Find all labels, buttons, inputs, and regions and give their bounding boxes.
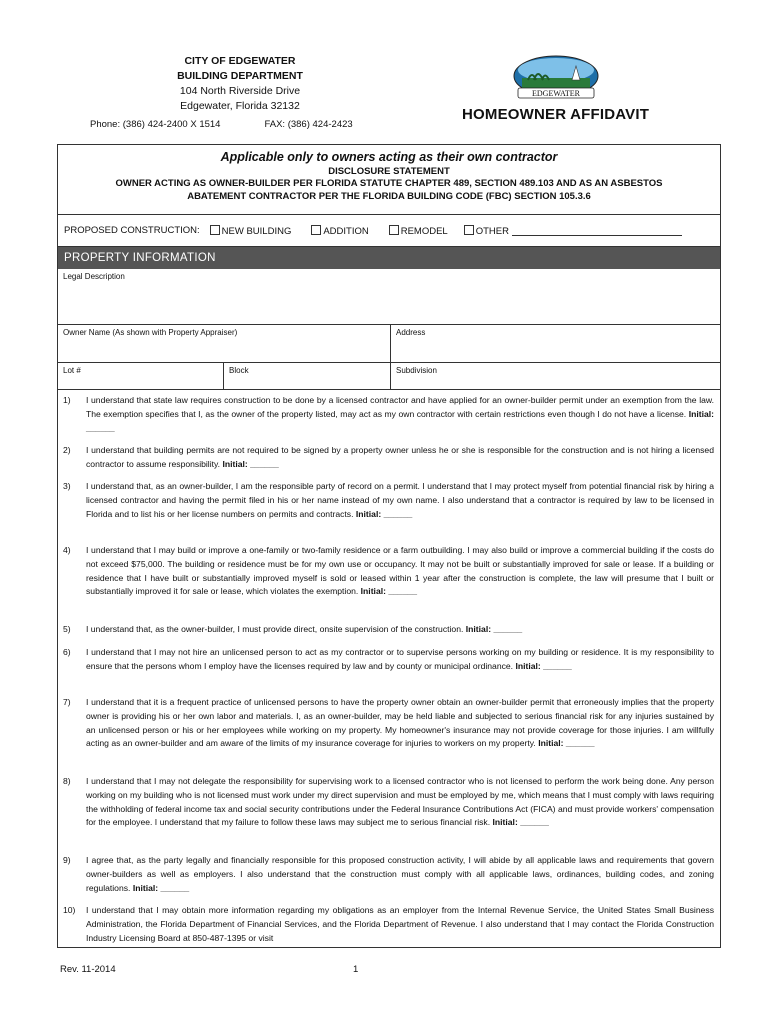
statement-text: I understand that I may build or improve a one-family or two-family residence or a farm outbuilding. I may also build or improve a commercial building if the costs do not exceed $75,000. The building or residence must be for my own use or occupancy. It may not be built or substantially improved for sale or lease. If a building or residence that I have built or substantially improved myself is sold or leased within 1 year after the construction is complete, the law will presume that I built or substantially improved it for sale or lease, which violates the exemption. <box>86 545 714 597</box>
disclosure-header <box>58 145 720 215</box>
statement-text: I understand that, as an owner-builder, I am the responsible party of record on a permit. I understand that I may protect myself from potential financial risk by hiring a licensed contractor and having the permit filed in his or her name instead of my own name. I also understand that a contractor is required by law to be licensed in Florida and to list his or her license numbers on permits and contracts. <box>86 481 714 519</box>
block-field[interactable] <box>224 363 391 389</box>
statement-3 <box>58 480 720 521</box>
property-information-heading: PROPERTY INFORMATION <box>58 247 720 269</box>
contact-row <box>90 119 390 130</box>
statement-number: 7) <box>63 697 71 707</box>
disclosure-title: DISCLOSURE STATEMENT <box>328 166 450 177</box>
city-name: CITY OF EDGEWATER <box>184 55 296 67</box>
initial-field[interactable]: Initial: ______ <box>492 817 549 828</box>
initial-field[interactable]: Initial: ______ <box>515 660 572 671</box>
initial-field[interactable]: Initial: ______ <box>132 882 190 893</box>
edgewater-logo <box>508 54 604 104</box>
acknowledgement-statements <box>57 390 721 948</box>
statute-line-1: OWNER ACTING AS OWNER-BUILDER PER FLORIDA STATUTE CHAPTER 489, SECTION 489.103 AND AS AN ASBESTOS <box>115 178 663 189</box>
statement-2 <box>58 444 720 472</box>
other-checkbox[interactable] <box>464 225 474 235</box>
remodel-checkbox[interactable] <box>389 225 399 235</box>
address-label: Address <box>396 328 426 337</box>
lot-block-row <box>58 363 720 389</box>
owner-name-label: Owner Name (As shown with Property Appraiser) <box>63 328 238 337</box>
statement-4 <box>58 544 720 599</box>
logo-text: EDGEWATER <box>532 89 580 98</box>
statement-number: 6) <box>63 647 71 657</box>
other-label: OTHER <box>475 225 509 237</box>
statement-1 <box>58 394 720 435</box>
lot-label: Lot # <box>63 366 81 375</box>
phone-number: Phone: (386) 424-2400 X 1514 <box>90 119 221 130</box>
statement-text: I understand that I may not hire an unlicensed person to act as my contractor or to supervise persons working on my building or residence. It is my responsibility to ensure that the persons whom I employ have the licenses required by law and by county or municipal ordinance. <box>86 647 714 671</box>
initial-field[interactable]: Initial: ______ <box>86 408 714 433</box>
new-building-label: NEW BUILDING <box>221 225 292 237</box>
statement-number: 5) <box>63 624 71 634</box>
statement-10 <box>58 904 720 945</box>
statement-text: I understand that building permits are not required to be signed by a property owner unless he or she is responsible for the construction and is not hiring a licensed contractor to assume responsibility. <box>86 445 714 469</box>
revision-label: Rev. 11-2014 <box>60 964 116 975</box>
statement-number: 10) <box>63 905 76 915</box>
initial-field[interactable]: Initial: ______ <box>355 508 413 519</box>
statement-text: I understand that it is a frequent practice of unlicensed persons to have the property owner obtain an owner-builder permit that erroneously implies that the property owner is providing his or her own labor and materials. I, as an owner-builder, may be held liable and subjected to serious financial risk for any injuries sustained by an unlicensed person or his or her employees while working on my property. My homeowner's insurance may not provide coverage for those injuries. I am willfully acting as an owner-builder and am aware of the limits of my insurance coverage for injuries to workers on my property. <box>86 697 714 749</box>
address-line-1: 104 North Riverside Drive <box>179 85 301 97</box>
addition-checkbox[interactable] <box>311 225 321 235</box>
new-building-checkbox[interactable] <box>210 225 220 235</box>
block-label: Block <box>229 366 249 375</box>
statement-text: I understand that I may obtain more information regarding my obligations as an employer from the Internal Revenue Service, the United States Small Business Administration, the Florida Department of Financial Services, and the Florida Department of Revenue. I also understand that I may contact the Florida Construction Industry Licensing Board at 850-487-1395 or visit <box>86 905 714 943</box>
address-field[interactable] <box>391 325 720 362</box>
initial-field[interactable]: Initial: ______ <box>222 458 279 469</box>
proposed-construction-row <box>58 215 720 247</box>
remodel-label: REMODEL <box>400 225 448 237</box>
statement-number: 1) <box>63 395 71 405</box>
statement-9 <box>58 854 720 895</box>
statute-line-2: ABATEMENT CONTRACTOR PER THE FLORIDA BUILDING CODE (FBC) SECTION 105.3.6 <box>187 191 591 202</box>
owner-address-row <box>58 325 720 363</box>
address-line-2: Edgewater, Florida 32132 <box>180 100 300 112</box>
proposed-construction-label: PROPOSED CONSTRUCTION: <box>64 225 200 236</box>
addition-label: ADDITION <box>323 225 369 237</box>
property-form <box>57 144 721 390</box>
legal-description-field[interactable] <box>58 269 720 325</box>
statement-number: 9) <box>63 855 71 865</box>
document-title: HOMEOWNER AFFIDAVIT <box>462 106 650 123</box>
statement-text: I understand that state law requires construction to be done by a licensed contractor and have applied for an owner-builder permit under an exemption from the law. The exemption specifies that I, as the owner of the property listed, may act as my own contractor with certain restrictions even though I do not have a license. <box>86 395 714 419</box>
statement-7 <box>58 696 720 751</box>
statement-5 <box>58 623 720 637</box>
initial-field[interactable]: Initial: ______ <box>465 624 523 634</box>
statement-text: I understand that I may not delegate the responsibility for supervising work to a licensed contractor who is not licensed to perform the work being done. Any person working on my building who is not licensed must work under my direct supervision and must be employed by me, which means that I must comply with laws requiring the withholding of federal income tax and social security contributions under the Federal Insurance Contributions Act (FICA) and must provide workers' compensation for the employee. I understand that my failure to follow these laws may subject me to serious financial risk. <box>86 776 714 828</box>
fax-number: FAX: (386) 424-2423 <box>264 119 353 130</box>
initial-field[interactable]: Initial: ______ <box>538 738 595 749</box>
page-number: 1 <box>353 964 359 975</box>
statement-text: I agree that, as the party legally and financially responsible for this proposed construction activity, I will abide by all applicable laws and requirements that govern owner-builders as well as employers. I also understand that the construction must comply with all applicable laws, ordinances, building codes, and zoning regulations. <box>86 855 714 893</box>
department-name: BUILDING DEPARTMENT <box>177 70 303 82</box>
applicable-note: Applicable only to owners acting as their own contractor <box>220 150 558 164</box>
other-text-field[interactable] <box>512 226 682 236</box>
statement-number: 8) <box>63 776 71 786</box>
lot-field[interactable] <box>58 363 224 389</box>
statement-number: 4) <box>63 545 71 555</box>
subdivision-field[interactable] <box>391 363 720 389</box>
statement-text: I understand that, as the owner-builder, I must provide direct, onsite supervision of the construction. <box>86 624 464 634</box>
owner-name-field[interactable] <box>58 325 391 362</box>
department-header <box>60 54 420 114</box>
statement-number: 3) <box>63 481 71 491</box>
statement-number: 2) <box>63 445 71 455</box>
initial-field[interactable]: Initial: ______ <box>360 586 418 597</box>
statement-6 <box>58 646 720 674</box>
legal-description-label: Legal Description <box>63 272 125 281</box>
statement-8 <box>58 775 720 830</box>
subdivision-label: Subdivision <box>396 366 437 375</box>
